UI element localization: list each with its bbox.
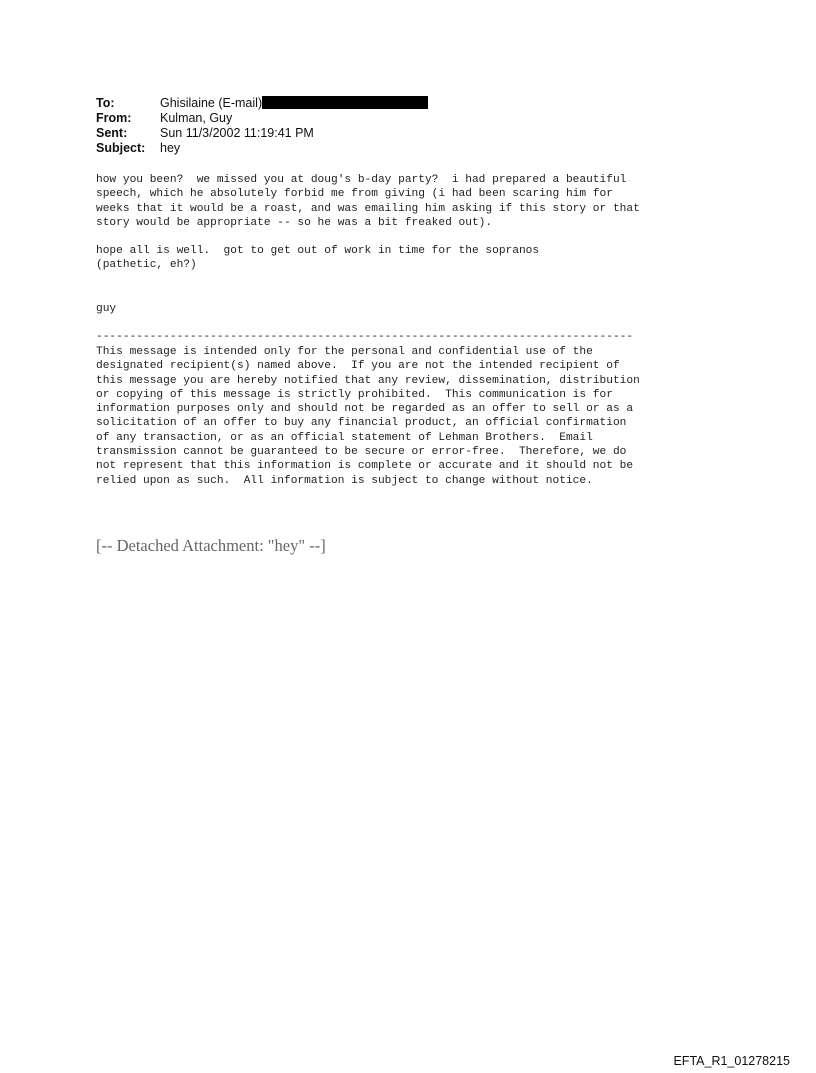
subject-value: hey xyxy=(160,141,181,155)
to-value xyxy=(160,96,428,111)
header-row-sent xyxy=(96,126,428,141)
email-closing: hope all is well. got to get out of work in time for the sopranos (pathetic, eh?) xyxy=(96,245,540,272)
to-label: To: xyxy=(96,96,115,110)
header-row-to xyxy=(96,96,428,111)
header-row-subject xyxy=(96,141,428,156)
email-header xyxy=(96,96,428,156)
sent-value: Sun 11/3/2002 11:19:41 PM xyxy=(160,126,314,140)
to-value-text: Ghisilaine (E-mail) xyxy=(160,96,263,110)
disclaimer-separator: -------------------------------------------------------------------------------- xyxy=(96,331,634,343)
subject-label: Subject: xyxy=(96,141,146,155)
from-label: From: xyxy=(96,111,132,125)
sent-label: Sent: xyxy=(96,126,128,140)
legal-disclaimer: This message is intended only for the personal and confidential use of the designated recipient(s) named above. If you are not the intended recipient of this message you are hereby notified that any review, dissemination, distribution or copying of this message is strictly prohibited. This communication is for information purposes only and should not be regarded as an offer to sell or as a solicitation of an offer to buy any financial product, an official confirmation of any transaction, or as an official statement of Lehman Brothers. Email transmission cannot be guaranteed to be secure or error-free. Therefore, we do not represent that this information is complete or accurate and it should not be relied upon as such. All information is subject to change without notice. xyxy=(96,346,640,487)
redaction-bar xyxy=(262,96,428,109)
detached-attachment-note: [-- Detached Attachment: "hey" --] xyxy=(96,536,326,555)
email-signature: guy xyxy=(96,303,117,315)
header-row-from xyxy=(96,111,428,126)
from-value: Kulman, Guy xyxy=(160,111,233,125)
email-body: how you been? we missed you at doug's b-day party? i had prepared a beautiful speech, which he absolutely forbid me from giving (i had been scaring him for weeks that it would be a roast, and was emailing him asking if this story or that story would be appropriate -- so he was a bit freaked out). xyxy=(96,174,640,229)
document-id-stamp: EFTA_R1_01278215 xyxy=(673,1054,790,1068)
